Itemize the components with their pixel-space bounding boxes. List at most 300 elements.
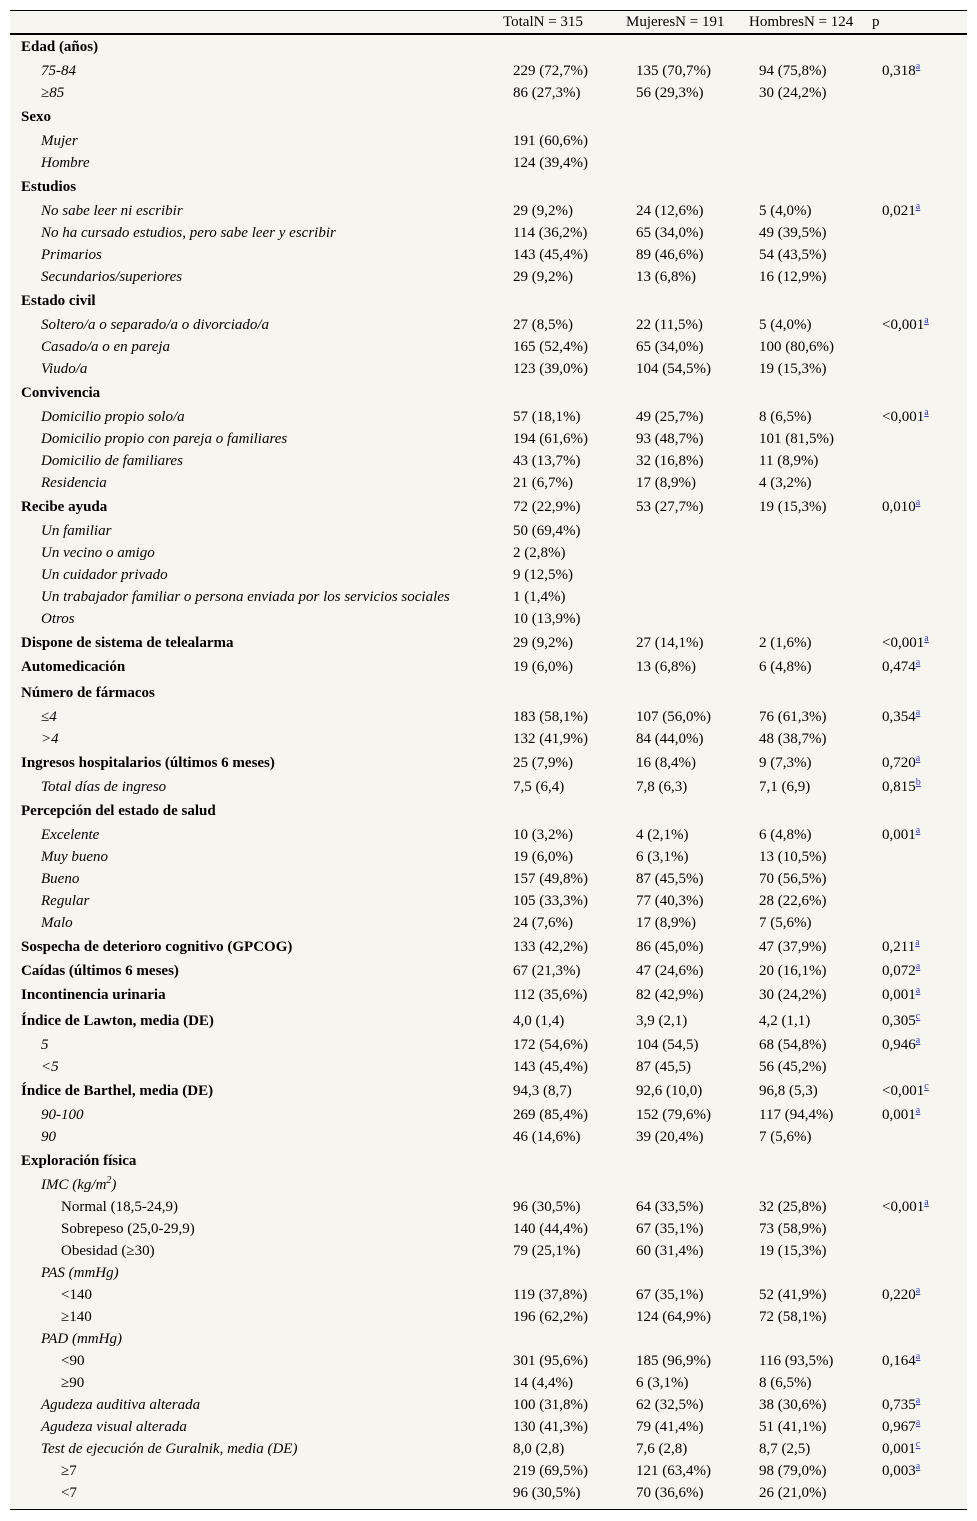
row-label: Malo — [41, 915, 73, 931]
table-row — [10, 682, 967, 704]
cell-mujeres: 92,6 (10,0) — [636, 1083, 703, 1099]
row-label: Un vecino o amigo — [41, 545, 155, 561]
cell-hombres: 7 (5,6%) — [759, 1129, 812, 1145]
cell-p: 0,001$^a$ — [882, 1105, 921, 1123]
table-row — [10, 824, 967, 846]
table-row — [10, 564, 967, 586]
cell-hombres: 13 (10,5%) — [759, 849, 827, 865]
table-row — [10, 936, 967, 958]
row-label: Recibe ayuda — [21, 499, 108, 515]
cell-hombres: 19 (15,3%) — [759, 499, 827, 515]
table-row — [10, 314, 967, 336]
cell-p: 0,474$^a$ — [882, 657, 921, 675]
row-label: Bueno — [41, 871, 80, 887]
row-label: Incontinencia urinaria — [21, 987, 166, 1003]
cell-p: 0,010$^a$ — [882, 497, 921, 515]
table-row — [10, 450, 967, 472]
footnote-link[interactable]: c — [915, 1011, 921, 1022]
header-hombres: HombresN = 124 — [749, 14, 854, 30]
cell-hombres: 7 (5,6%) — [759, 915, 812, 931]
table-row — [10, 358, 967, 380]
cell-hombres: 8 (6,5%) — [759, 1375, 812, 1391]
table-row — [10, 632, 967, 654]
cell-total: 123 (39,0%) — [513, 361, 588, 377]
cell-mujeres: 152 (79,6%) — [636, 1107, 711, 1123]
table-row — [10, 728, 967, 750]
row-label: No ha cursado estudios, pero sabe leer y escribir — [41, 225, 336, 241]
cell-total: 14 (4,4%) — [513, 1375, 573, 1391]
cell-p: 0,001$^a$ — [882, 985, 921, 1003]
row-label: Soltero/a o separado/a o divorciado/a — [41, 317, 270, 333]
table-row — [10, 222, 967, 244]
row-label: Automedicación — [21, 659, 126, 675]
table-row — [10, 406, 967, 428]
cell-mujeres: 87 (45,5%) — [636, 871, 704, 887]
row-label: Obesidad (≥30) — [61, 1243, 155, 1259]
cell-mujeres: 39 (20,4%) — [636, 1129, 704, 1145]
row-label: Exploración física — [21, 1153, 137, 1169]
table-row — [10, 1240, 967, 1262]
row-label: Convivencia — [21, 385, 101, 401]
header-mujeres: MujeresN = 191 — [626, 14, 725, 30]
table-row — [10, 960, 967, 982]
cell-total: 29 (9,2%) — [513, 203, 573, 219]
row-label: Un familiar — [41, 523, 112, 539]
cell-mujeres: 4 (2,1%) — [636, 827, 689, 843]
cell-hombres: 9 (7,3%) — [759, 755, 812, 771]
footnote-link[interactable]: a — [915, 1351, 921, 1362]
cell-hombres: 100 (80,6%) — [759, 339, 834, 355]
cell-total: 67 (21,3%) — [513, 963, 581, 979]
footnote-link[interactable]: a — [915, 1285, 921, 1296]
table-row — [10, 1150, 967, 1172]
row-label: <7 — [61, 1485, 77, 1501]
cell-hombres: 16 (12,9%) — [759, 269, 827, 285]
footnote-link[interactable]: a — [915, 1461, 921, 1472]
cell-p: 0,021$^a$ — [882, 201, 921, 219]
cell-mujeres: 60 (31,4%) — [636, 1243, 704, 1259]
cell-total: 133 (42,2%) — [513, 939, 588, 955]
cell-p: 0,318$^a$ — [882, 61, 921, 79]
cell-total: 86 (27,3%) — [513, 85, 581, 101]
row-label: Edad (años) — [21, 39, 99, 55]
cell-hombres: 26 (21,0%) — [759, 1485, 827, 1501]
row-label: Domicilio propio con pareja o familiares — [41, 431, 288, 447]
table-row — [10, 752, 967, 774]
cell-total: 9 (12,5%) — [513, 567, 573, 583]
footnote-link[interactable]: a — [915, 825, 921, 836]
table-row — [10, 1080, 967, 1102]
row-label: Número de fármacos — [21, 685, 155, 701]
cell-total: 112 (35,6%) — [513, 987, 588, 1003]
cell-mujeres: 6 (3,1%) — [636, 1375, 689, 1391]
row-label: Sobrepeso (25,0-29,9) — [61, 1221, 195, 1237]
row-label: 90 — [41, 1129, 56, 1145]
cell-mujeres: 17 (8,9%) — [636, 475, 696, 491]
row-label: ≥140 — [61, 1309, 92, 1325]
table-row — [10, 382, 967, 404]
row-label: Regular — [41, 893, 90, 909]
row-label: Secundarios/superiores — [41, 269, 183, 285]
table-row — [10, 1034, 967, 1056]
cell-total: 114 (36,2%) — [513, 225, 588, 241]
cell-mujeres: 17 (8,9%) — [636, 915, 696, 931]
cell-mujeres: 49 (25,7%) — [636, 409, 704, 425]
row-label: <90 — [61, 1353, 85, 1369]
cell-hombres: 11 (8,9%) — [759, 453, 819, 469]
cell-mujeres: 7,6 (2,8) — [636, 1441, 688, 1457]
table-row — [10, 36, 967, 58]
table-row — [10, 800, 967, 822]
cell-hombres: 2 (1,6%) — [759, 635, 812, 651]
cell-total: 57 (18,1%) — [513, 409, 581, 425]
cell-mujeres: 3,9 (2,1) — [636, 1013, 688, 1029]
row-label: <140 — [61, 1287, 92, 1303]
row-label: Dispone de sistema de telealarma — [21, 635, 234, 651]
cell-total: 269 (85,4%) — [513, 1107, 588, 1123]
cell-total: 10 (3,2%) — [513, 827, 573, 843]
row-label: IMC $(kg/m^2)$ — [41, 1175, 117, 1193]
cell-mujeres: 104 (54,5%) — [636, 361, 711, 377]
footnote-link[interactable]: b — [915, 777, 921, 788]
footnote-link[interactable]: a — [915, 61, 921, 72]
cell-hombres: 4 (3,2%) — [759, 475, 812, 491]
table-row — [10, 542, 967, 564]
cell-p: 0,001$^c$ — [882, 1439, 921, 1457]
footnote-link[interactable]: a — [915, 657, 921, 668]
table-row — [10, 846, 967, 868]
cell-hombres: 48 (38,7%) — [759, 731, 827, 747]
cell-mujeres: 47 (24,6%) — [636, 963, 704, 979]
cell-hombres: 19 (15,3%) — [759, 361, 827, 377]
footnote-link[interactable]: c — [924, 1081, 929, 1092]
row-label: Test de ejecución de Guralnik, media (DE) — [41, 1441, 298, 1457]
table-row — [10, 1126, 967, 1148]
header-p: p — [872, 14, 880, 30]
cell-hombres: 30 (24,2%) — [759, 987, 827, 1003]
footnote-link[interactable]: a — [915, 1417, 921, 1428]
table-row — [10, 336, 967, 358]
cell-p: 0,354$^a$ — [882, 707, 921, 725]
cell-mujeres: 32 (16,8%) — [636, 453, 704, 469]
table-row — [10, 130, 967, 152]
cell-hombres: 72 (58,1%) — [759, 1309, 827, 1325]
cell-total: 27 (8,5%) — [513, 317, 573, 333]
row-label: Total días de ingreso — [41, 779, 167, 795]
row-label: Hombre — [41, 155, 90, 171]
cell-total: 19 (6,0%) — [513, 659, 573, 675]
cell-total: 10 (13,9%) — [513, 611, 581, 627]
cell-total: 140 (44,4%) — [513, 1221, 588, 1237]
cell-hombres: 73 (58,9%) — [759, 1221, 827, 1237]
cell-total: 4,0 (1,4) — [513, 1013, 565, 1029]
table-row — [10, 60, 967, 82]
cell-total: 100 (31,8%) — [513, 1397, 588, 1413]
table-row — [10, 1306, 967, 1328]
table-row — [10, 1218, 967, 1240]
cell-p: 0,003$^a$ — [882, 1461, 921, 1479]
cell-p: 0,072$^a$ — [882, 961, 921, 979]
cell-total: 143 (45,4%) — [513, 247, 588, 263]
cell-hombres: 20 (16,1%) — [759, 963, 827, 979]
row-label: PAS (mmHg) — [41, 1265, 119, 1281]
cell-p: 0,967$^a$ — [882, 1417, 921, 1435]
table-row — [10, 1196, 967, 1218]
cell-hombres: 5 (4,0%) — [759, 317, 812, 333]
cell-total: 130 (41,3%) — [513, 1419, 588, 1435]
cell-mujeres: 82 (42,9%) — [636, 987, 704, 1003]
cell-total: 157 (49,8%) — [513, 871, 588, 887]
row-label: Muy bueno — [41, 849, 109, 865]
cell-total: 132 (41,9%) — [513, 731, 588, 747]
cell-total: 165 (52,4%) — [513, 339, 588, 355]
table-row — [10, 1394, 967, 1416]
cell-p: 0,815$^b$ — [882, 777, 921, 795]
table-row — [10, 1438, 967, 1460]
cell-hombres: 32 (25,8%) — [759, 1199, 827, 1215]
cell-total: 7,5 (6,4) — [513, 779, 565, 795]
table-row — [10, 428, 967, 450]
footnote-link[interactable]: a — [915, 707, 921, 718]
cell-hombres: 68 (54,8%) — [759, 1037, 827, 1053]
table-row — [10, 496, 967, 518]
table-row — [10, 1416, 967, 1438]
cell-total: 96 (30,5%) — [513, 1485, 581, 1501]
cell-total: 96 (30,5%) — [513, 1199, 581, 1215]
table-row — [10, 608, 967, 630]
row-label: Sospecha de deterioro cognitivo (GPCOG) — [21, 939, 293, 955]
row-label: Estado civil — [21, 293, 96, 309]
cell-mujeres: 84 (44,0%) — [636, 731, 704, 747]
cell-p: <0,001$^c$ — [882, 1081, 929, 1099]
row-label: Primarios — [41, 247, 102, 263]
table-row — [10, 82, 967, 104]
cell-mujeres: 86 (45,0%) — [636, 939, 704, 955]
cell-total: 183 (58,1%) — [513, 709, 588, 725]
cell-mujeres: 62 (32,5%) — [636, 1397, 704, 1413]
table-row — [10, 290, 967, 312]
table-header — [10, 11, 967, 35]
footnote-link[interactable]: c — [915, 1439, 921, 1450]
cell-mujeres: 16 (8,4%) — [636, 755, 696, 771]
cell-mujeres: 65 (34,0%) — [636, 339, 704, 355]
row-label: Un trabajador familiar o persona enviada por los servicios sociales — [41, 589, 450, 605]
table-row — [10, 586, 967, 608]
cell-total: 301 (95,6%) — [513, 1353, 588, 1369]
table-row — [10, 152, 967, 174]
cell-mujeres: 185 (96,9%) — [636, 1353, 711, 1369]
row-label: Caídas (últimos 6 meses) — [21, 963, 179, 979]
header-total: TotalN = 315 — [503, 14, 583, 30]
row-label: 5 — [41, 1037, 49, 1053]
cell-mujeres: 93 (48,7%) — [636, 431, 704, 447]
cell-p: 0,220$^a$ — [882, 1285, 921, 1303]
cell-mujeres: 107 (56,0%) — [636, 709, 711, 725]
table-row — [10, 1460, 967, 1482]
table-row — [10, 1262, 967, 1284]
cell-total: 143 (45,4%) — [513, 1059, 588, 1075]
cell-hombres: 47 (37,9%) — [759, 939, 827, 955]
cell-mujeres: 22 (11,5%) — [636, 317, 703, 333]
cell-total: 43 (13,7%) — [513, 453, 581, 469]
cell-hombres: 6 (4,8%) — [759, 659, 812, 675]
cell-hombres: 76 (61,3%) — [759, 709, 827, 725]
cell-mujeres: 89 (46,6%) — [636, 247, 704, 263]
row-label: Residencia — [41, 475, 107, 491]
cell-total: 124 (39,4%) — [513, 155, 588, 171]
row-label: PAD (mmHg) — [41, 1331, 122, 1347]
cell-total: 1 (1,4%) — [513, 589, 566, 605]
row-label: Un cuidador privado — [41, 567, 168, 583]
footnote-link[interactable]: a — [924, 1197, 929, 1208]
cell-hombres: 52 (41,9%) — [759, 1287, 827, 1303]
cell-hombres: 51 (41,1%) — [759, 1419, 827, 1435]
cell-mujeres: 67 (35,1%) — [636, 1287, 704, 1303]
row-label: Estudios — [21, 179, 77, 195]
cell-total: 21 (6,7%) — [513, 475, 573, 491]
cell-mujeres: 53 (27,7%) — [636, 499, 704, 515]
cell-p: <0,001$^a$ — [882, 1197, 929, 1215]
cell-mujeres: 6 (3,1%) — [636, 849, 689, 865]
cell-hombres: 98 (79,0%) — [759, 1463, 827, 1479]
row-label: Agudeza auditiva alterada — [41, 1397, 201, 1413]
data-table — [10, 10, 967, 1510]
cell-p: 0,720$^a$ — [882, 753, 921, 771]
cell-total: 24 (7,6%) — [513, 915, 573, 931]
cell-mujeres: 121 (63,4%) — [636, 1463, 711, 1479]
table-row — [10, 1482, 967, 1504]
row-label: Índice de Barthel, media (DE) — [21, 1083, 214, 1099]
table-row — [10, 266, 967, 288]
table-row — [10, 1056, 967, 1078]
cell-hombres: 101 (81,5%) — [759, 431, 834, 447]
row-label: ≥90 — [61, 1375, 85, 1391]
footnote-link[interactable]: a — [915, 937, 920, 948]
cell-p: <0,001$^a$ — [882, 315, 929, 333]
cell-hombres: 54 (43,5%) — [759, 247, 827, 263]
cell-total: 8,0 (2,8) — [513, 1441, 565, 1457]
cell-hombres: 5 (4,0%) — [759, 203, 812, 219]
cell-total: 79 (25,1%) — [513, 1243, 581, 1259]
footnote-link[interactable]: a — [915, 961, 921, 972]
cell-total: 105 (33,3%) — [513, 893, 588, 909]
cell-total: 119 (37,8%) — [513, 1287, 588, 1303]
cell-mujeres: 56 (29,3%) — [636, 85, 704, 101]
table-row — [10, 1328, 967, 1350]
footnote-link[interactable]: a — [924, 407, 929, 418]
table-row — [10, 912, 967, 934]
cell-mujeres: 13 (6,8%) — [636, 269, 696, 285]
cell-total: 229 (72,7%) — [513, 63, 588, 79]
table-row — [10, 868, 967, 890]
cell-hombres: 117 (94,4%) — [759, 1107, 834, 1123]
table-row — [10, 1284, 967, 1306]
row-label: Índice de Lawton, media (DE) — [21, 1013, 214, 1029]
cell-p: 0,305$^c$ — [882, 1011, 921, 1029]
row-label: Normal (18,5-24,9) — [61, 1199, 179, 1215]
cell-total: 94,3 (8,7) — [513, 1083, 572, 1099]
cell-hombres: 56 (45,2%) — [759, 1059, 827, 1075]
row-label: Percepción del estado de salud — [21, 803, 216, 819]
table-row — [10, 1174, 967, 1196]
cell-mujeres: 24 (12,6%) — [636, 203, 704, 219]
cell-total: 25 (7,9%) — [513, 755, 573, 771]
cell-mujeres: 135 (70,7%) — [636, 63, 711, 79]
footnote-link[interactable]: a — [924, 633, 929, 644]
table-row — [10, 1350, 967, 1372]
cell-total: 172 (54,6%) — [513, 1037, 588, 1053]
row-label: Otros — [41, 611, 75, 627]
row-label: <5 — [41, 1059, 59, 1075]
cell-hombres: 70 (56,5%) — [759, 871, 827, 887]
row-label: Viudo/a — [41, 361, 88, 377]
cell-p: <0,001$^a$ — [882, 633, 929, 651]
table-row — [10, 176, 967, 198]
cell-total: 196 (62,2%) — [513, 1309, 588, 1325]
cell-hombres: 94 (75,8%) — [759, 63, 827, 79]
row-label: Domicilio propio solo/a — [41, 409, 185, 425]
cell-total: 191 (60,6%) — [513, 133, 588, 149]
cell-mujeres: 13 (6,8%) — [636, 659, 696, 675]
table-row — [10, 984, 967, 1006]
cell-hombres: 7,1 (6,9) — [759, 779, 811, 795]
cell-total: 29 (9,2%) — [513, 635, 573, 651]
cell-p: 0,735$^a$ — [882, 1395, 921, 1413]
table-row — [10, 776, 967, 798]
footnote-link[interactable]: a — [915, 985, 921, 996]
cell-hombres: 49 (39,5%) — [759, 225, 827, 241]
cell-total: 2 (2,8%) — [513, 545, 566, 561]
cell-mujeres: 65 (34,0%) — [636, 225, 704, 241]
footnote-link[interactable]: a — [915, 201, 921, 212]
cell-total: 50 (69,4%) — [513, 523, 581, 539]
footnote-link[interactable]: a — [915, 1105, 921, 1116]
row-label: 75-84 — [41, 63, 76, 79]
footnote-link[interactable]: a — [915, 497, 921, 508]
table-row — [10, 706, 967, 728]
table-row — [10, 656, 967, 678]
footnote-link[interactable]: a — [915, 753, 921, 764]
row-label: ≥7 — [61, 1463, 77, 1479]
cell-hombres: 8 (6,5%) — [759, 409, 812, 425]
cell-p: 0,946$^a$ — [882, 1035, 921, 1053]
cell-hombres: 116 (93,5%) — [759, 1353, 834, 1369]
footnote-link[interactable]: a — [915, 1395, 921, 1406]
footnote-link[interactable]: a — [915, 1035, 921, 1046]
table-row — [10, 890, 967, 912]
row-label: Excelente — [41, 827, 100, 843]
cell-hombres: 19 (15,3%) — [759, 1243, 827, 1259]
cell-hombres: 28 (22,6%) — [759, 893, 827, 909]
cell-total: 72 (22,9%) — [513, 499, 581, 515]
cell-mujeres: 64 (33,5%) — [636, 1199, 704, 1215]
cell-mujeres: 79 (41,4%) — [636, 1419, 704, 1435]
cell-hombres: 30 (24,2%) — [759, 85, 827, 101]
cell-mujeres: 104 (54,5) — [636, 1037, 699, 1053]
cell-mujeres: 67 (35,1%) — [636, 1221, 704, 1237]
row-label: Agudeza visual alterada — [41, 1419, 187, 1435]
cell-total: 194 (61,6%) — [513, 431, 588, 447]
cell-mujeres: 77 (40,3%) — [636, 893, 704, 909]
cell-mujeres: 7,8 (6,3) — [636, 779, 688, 795]
row-label: Sexo — [21, 109, 51, 125]
cell-mujeres: 27 (14,1%) — [636, 635, 704, 651]
table-row — [10, 244, 967, 266]
footnote-link[interactable]: a — [924, 315, 929, 326]
row-label: Mujer — [41, 133, 78, 149]
table-row — [10, 520, 967, 542]
cell-p: 0,211$^a$ — [882, 937, 920, 955]
